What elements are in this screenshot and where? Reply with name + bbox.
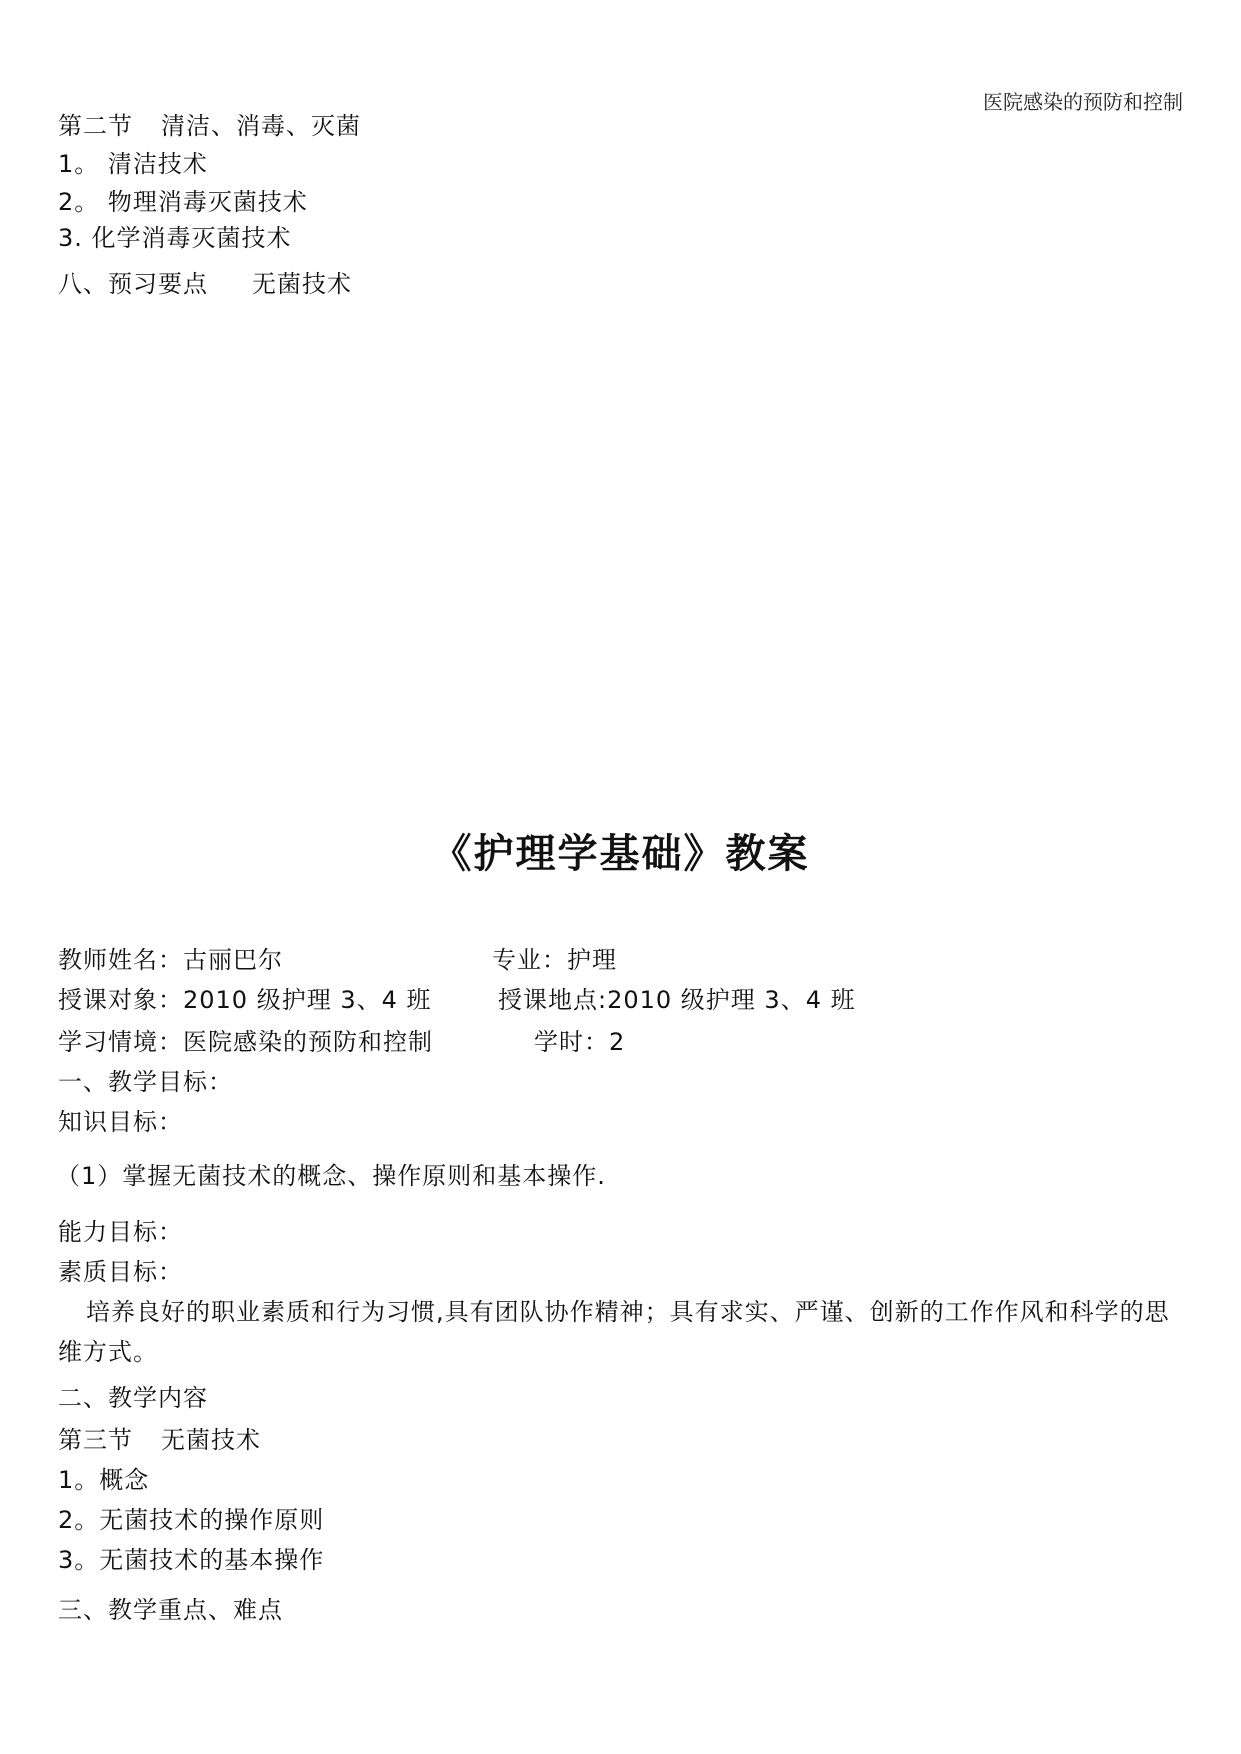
objectives-heading: 一、教学目标： xyxy=(58,1068,233,1096)
quality-label: 素质目标： xyxy=(58,1258,183,1286)
preview-points xyxy=(58,268,352,300)
page-header: 医院感染的预防和控制 xyxy=(983,90,1183,114)
content-section-title: 无菌技术 xyxy=(161,1426,261,1454)
content-section-heading xyxy=(58,1424,261,1456)
list-item: 2。无菌技术的操作原则 xyxy=(58,1506,325,1534)
preview-value: 无菌技术 xyxy=(252,270,352,298)
location-field: 授课地点:2010 级护理 3、4 班 xyxy=(498,986,856,1014)
audience-field: 授课对象：2010 级护理 3、4 班 xyxy=(58,986,432,1014)
list-item: 2。 物理消毒灭菌技术 xyxy=(58,188,308,216)
teacher-name: 教师姓名：古丽巴尔 xyxy=(58,946,283,974)
content-heading: 二、教学内容 xyxy=(58,1384,208,1412)
situation-field: 学习情境：医院感染的预防和控制 xyxy=(58,1028,433,1056)
list-item: 3. 化学消毒灭菌技术 xyxy=(58,224,292,252)
content-section-number: 第三节 xyxy=(58,1426,133,1454)
major-field: 专业：护理 xyxy=(492,946,617,974)
quality-text: 培养良好的职业素质和行为习惯,具有团队协作精神；具有求实、严谨、创新的工作作风和科学的思维方式。 xyxy=(58,1298,1170,1366)
list-item: 3。无菌技术的基本操作 xyxy=(58,1546,325,1574)
document-title: 《护理学基础》教案 xyxy=(431,830,810,877)
section-number: 第二节 xyxy=(58,112,133,140)
knowledge-item: （1）掌握无菌技术的概念、操作原则和基本操作. xyxy=(56,1162,606,1190)
knowledge-label: 知识目标： xyxy=(58,1108,183,1136)
list-item: 1。概念 xyxy=(58,1466,150,1494)
section-title: 清洁、消毒、灭菌 xyxy=(161,112,361,140)
ability-label: 能力目标： xyxy=(58,1218,183,1246)
hours-field: 学时：2 xyxy=(534,1028,626,1056)
section-heading xyxy=(58,110,361,142)
list-item: 1。 清洁技术 xyxy=(58,150,208,178)
key-points-heading: 三、教学重点、难点 xyxy=(58,1596,283,1624)
preview-label: 八、预习要点 xyxy=(58,270,208,298)
info-row-teacher xyxy=(58,944,283,976)
